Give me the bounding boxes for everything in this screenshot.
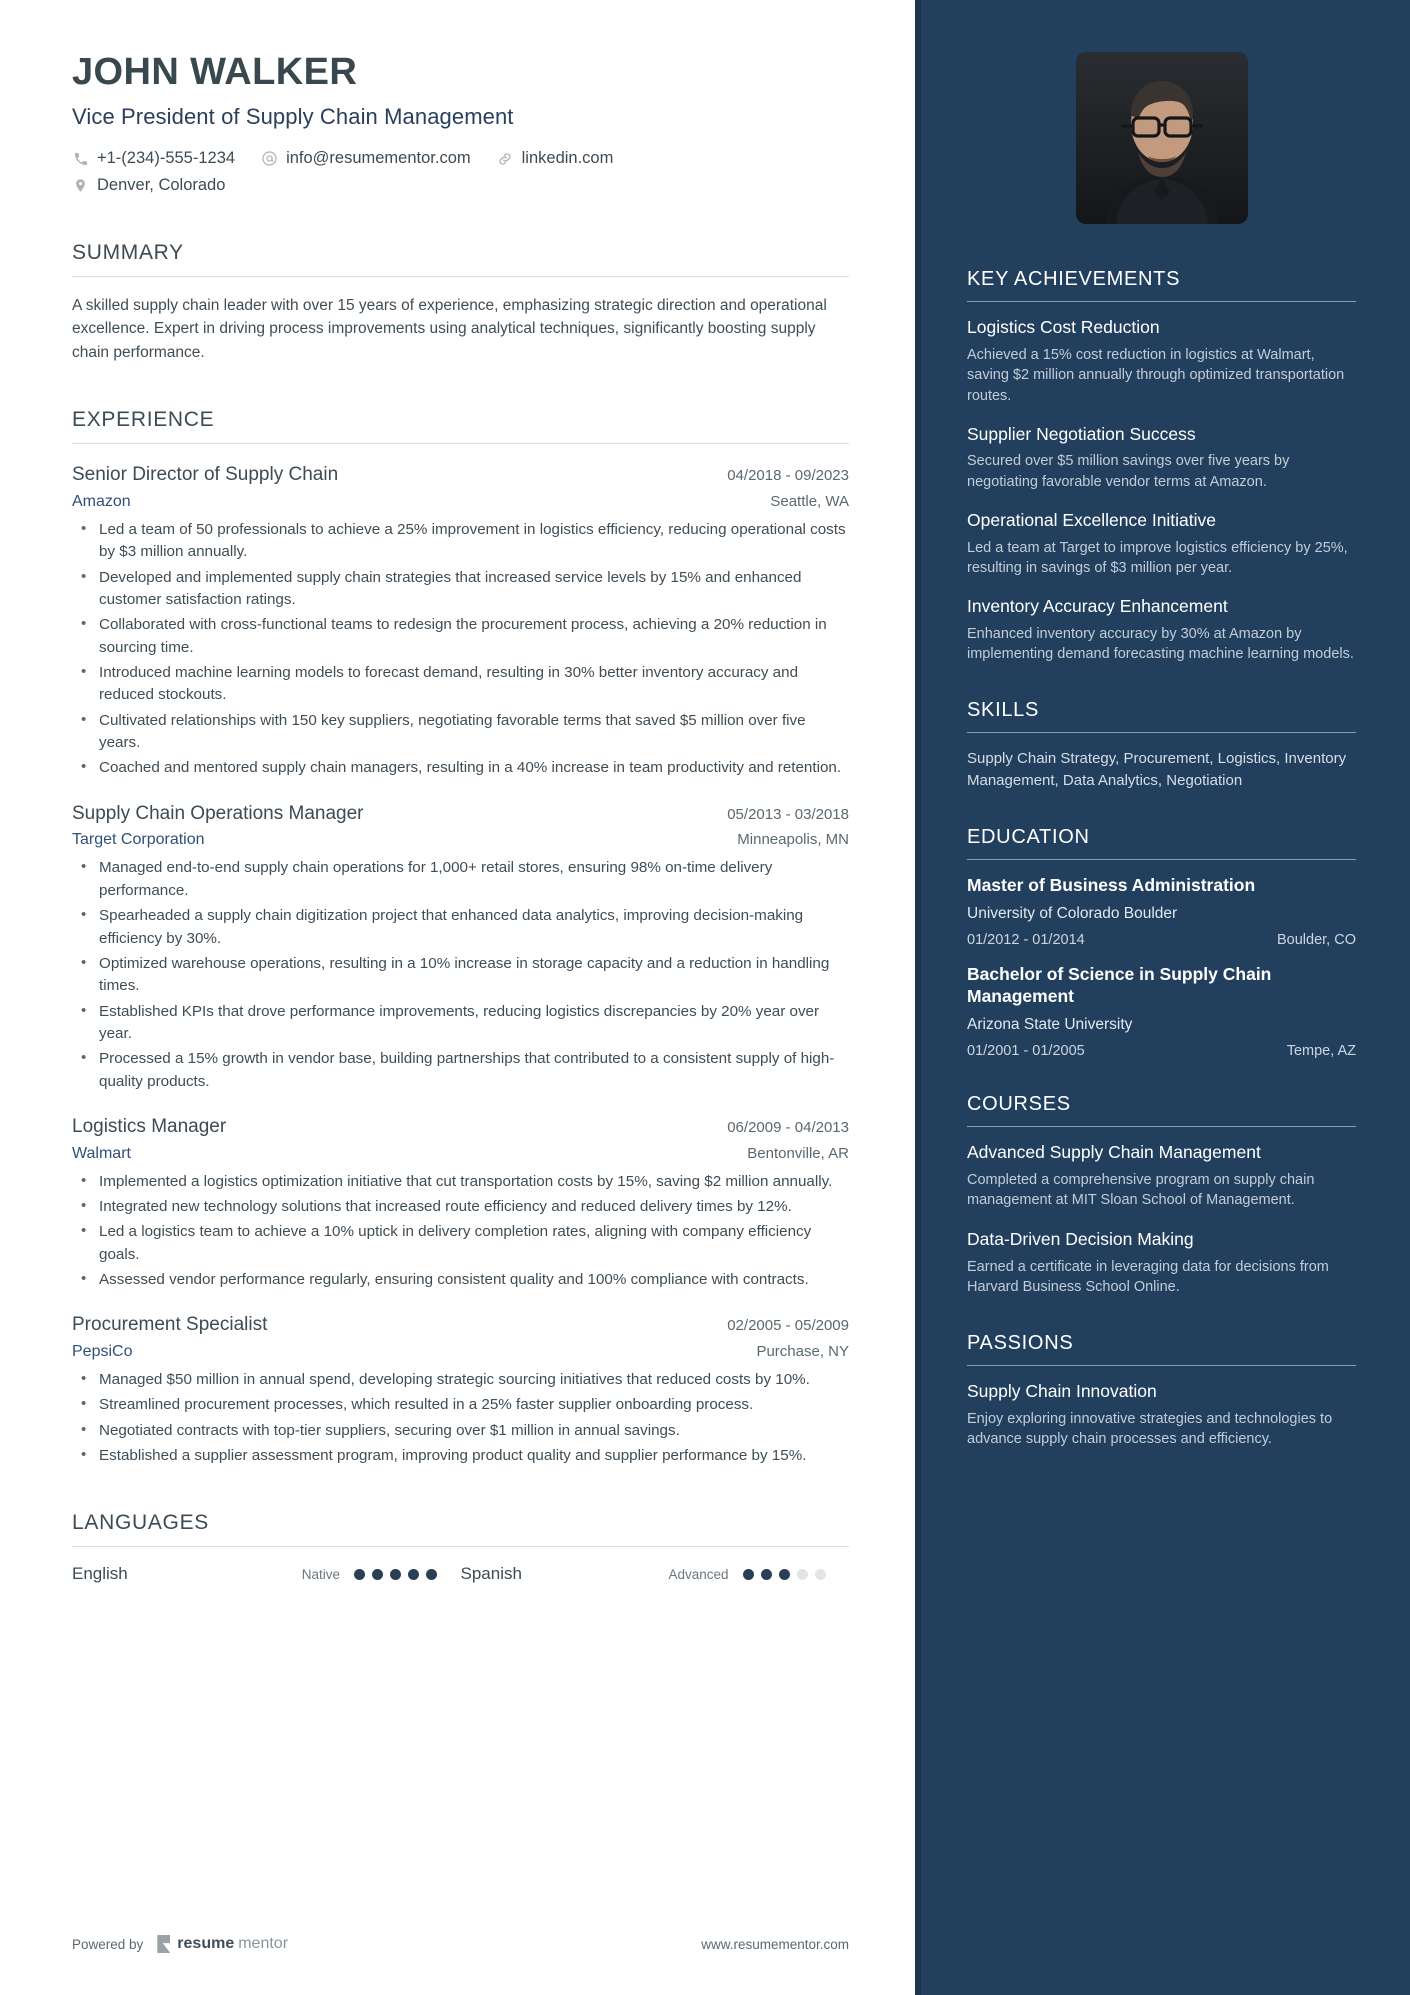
- experience-item-subheader: [72, 493, 849, 511]
- experience-item-header: [72, 802, 849, 827]
- rating-dot: [743, 1569, 754, 1580]
- contact-location-text: Denver, Colorado: [97, 176, 226, 195]
- education-list: [967, 875, 1356, 1059]
- language-name: Spanish: [460, 1564, 522, 1584]
- experience-item-subheader: [72, 1145, 849, 1163]
- experience-bullet: • Collaborated with cross-functional teams to redesign the procurement process, achieving a 20% reduction in sourcing time.: [72, 614, 849, 659]
- experience-bullet: • Spearheaded a supply chain digitization project that enhanced data analytics, improving decision-making efficiency by 30%.: [72, 905, 849, 950]
- experience-list: [72, 463, 849, 1467]
- experience-item-header: [72, 1313, 849, 1338]
- contact-linkedin[interactable]: [497, 148, 614, 169]
- key-achievement-item: [967, 317, 1356, 407]
- experience-company: PepsiCo: [72, 1343, 133, 1360]
- passion-item: [967, 1381, 1356, 1450]
- experience-item-header: [72, 463, 849, 488]
- key-achievement-description: Achieved a 15% cost reduction in logistics at Walmart, saving $2 million annually through optimized transportation routes.: [967, 346, 1345, 405]
- languages-section: [72, 1511, 849, 1584]
- key-achievement-title: Logistics Cost Reduction: [967, 317, 1160, 337]
- experience-item: [72, 463, 849, 779]
- key-achievements-divider: [967, 301, 1356, 302]
- courses-section: [967, 1093, 1356, 1298]
- courses-heading: COURSES: [967, 1092, 1071, 1115]
- key-achievement-item: [967, 510, 1356, 579]
- experience-bullet: • Implemented a logistics optimization initiative that cut transportation costs by 15%, saving $2 million annually.: [72, 1171, 849, 1193]
- experience-location: Purchase, NY: [756, 1343, 849, 1360]
- experience-bullet: • Managed $50 million in annual spend, developing strategic sourcing initiatives that reduced costs by 10%.: [72, 1369, 849, 1391]
- language-level: Native: [301, 1566, 340, 1582]
- key-achievements-list: [967, 317, 1356, 665]
- experience-item: [72, 1313, 849, 1467]
- rating-dot: [372, 1569, 383, 1580]
- experience-job-dates: 05/2013 - 03/2018: [727, 805, 849, 823]
- powered-by-group: [72, 1935, 288, 1953]
- key-achievements-heading: KEY ACHIEVEMENTS: [967, 268, 1181, 290]
- education-divider: [967, 859, 1356, 860]
- rating-dot: [797, 1569, 808, 1580]
- summary-section: [72, 241, 849, 365]
- experience-bullet-list: [72, 857, 849, 1092]
- education-location: Boulder, CO: [1277, 931, 1356, 948]
- experience-bullet: • Led a team of 50 professionals to achieve a 25% improvement in logistics efficiency, reducing operational costs by $3 million annually.: [72, 519, 849, 564]
- education-dates: 01/2012 - 01/2014: [967, 931, 1085, 948]
- key-achievement-title: Inventory Accuracy Enhancement: [967, 595, 1228, 616]
- education-meta: [967, 1043, 1356, 1059]
- experience-bullet: • Integrated new technology solutions that increased route efficiency and reduced delivery times by 12%.: [72, 1196, 849, 1218]
- contact-email[interactable]: [261, 148, 471, 169]
- skills-divider: [967, 732, 1356, 733]
- experience-bullet: • Coached and mentored supply chain managers, resulting in a 40% increase in team productivity and retention.: [72, 757, 849, 779]
- key-achievement-description: Secured over $5 million savings over five years by negotiating favorable vendor terms at Amazon.: [967, 453, 1290, 491]
- experience-bullet: • Processed a 15% growth in vendor base, building partnerships that contributed to a consistent supply of high-quality products.: [72, 1048, 849, 1093]
- experience-bullet: • Streamlined procurement processes, which resulted in a 25% faster supplier onboarding process.: [72, 1394, 849, 1416]
- experience-job-title: Procurement Specialist: [72, 1314, 268, 1336]
- job-headline: Vice President of Supply Chain Management: [72, 103, 514, 129]
- skills-section: [967, 699, 1356, 792]
- contact-row-primary: [72, 148, 849, 169]
- language-item: [461, 1564, 850, 1584]
- languages-heading: LANGUAGES: [72, 1511, 210, 1535]
- experience-job-title: Senior Director of Supply Chain: [72, 464, 339, 486]
- education-degree: Bachelor of Science in Supply Chain Management: [967, 963, 1272, 1006]
- key-achievements-section: [967, 268, 1356, 665]
- experience-location: Bentonville, AR: [747, 1144, 849, 1162]
- footer-website[interactable]: www.resumementor.com: [701, 1936, 849, 1952]
- education-section: [967, 826, 1356, 1059]
- experience-item: [72, 802, 849, 1093]
- summary-divider: [72, 276, 849, 277]
- experience-bullet: • Developed and implemented supply chain strategies that increased service levels by 15% and enhanced customer satisfaction ratings.: [72, 567, 849, 612]
- education-item: [967, 875, 1356, 948]
- experience-bullet-list: [72, 1171, 849, 1292]
- education-degree: Master of Business Administration: [967, 875, 1256, 896]
- experience-bullet-list: [72, 1369, 849, 1467]
- key-achievement-description: Enhanced inventory accuracy by 30% at Amazon by implementing demand forecasting machine learning models.: [967, 625, 1354, 663]
- experience-job-dates: 06/2009 - 04/2013: [727, 1118, 849, 1136]
- education-location: Tempe, AZ: [1286, 1042, 1356, 1059]
- contact-phone[interactable]: [72, 148, 235, 169]
- experience-bullet: • Introduced machine learning models to forecast demand, resulting in 30% better inventory accuracy and reduced stockouts.: [72, 662, 849, 707]
- education-dates: 01/2001 - 01/2005: [967, 1042, 1085, 1059]
- rating-dot: [354, 1569, 365, 1580]
- passion-description: Enjoy exploring innovative strategies and technologies to advance supply chain processes and efficiency.: [967, 1410, 1333, 1448]
- experience-job-dates: 04/2018 - 09/2023: [727, 467, 849, 485]
- powered-by-label: Powered by: [72, 1936, 144, 1952]
- location-icon: [72, 177, 89, 194]
- summary-heading: SUMMARY: [72, 240, 184, 264]
- avatar-wrapper: [967, 52, 1356, 224]
- education-school: University of Colorado Boulder: [967, 904, 1178, 922]
- courses-list: [967, 1142, 1356, 1298]
- experience-location: Minneapolis, MN: [737, 831, 849, 849]
- passions-section: [967, 1332, 1356, 1450]
- experience-bullet: • Managed end-to-end supply chain operations for 1,000+ retail stores, ensuring 98% on-time delivery performance.: [72, 857, 849, 902]
- experience-job-title: Supply Chain Operations Manager: [72, 802, 364, 824]
- email-icon: [261, 150, 278, 167]
- link-icon: [497, 150, 514, 167]
- passion-title: Supply Chain Innovation: [967, 1380, 1157, 1401]
- languages-divider: [72, 1546, 849, 1547]
- experience-bullet: • Assessed vendor performance regularly, ensuring consistent quality and 100% compliance with contracts.: [72, 1269, 849, 1291]
- experience-item: [72, 1115, 849, 1291]
- experience-bullet: • Established a supplier assessment program, improving product quality and supplier performance by 15%.: [72, 1445, 849, 1467]
- education-heading: EDUCATION: [967, 826, 1090, 849]
- language-rating-dots: [743, 1569, 826, 1580]
- contact-info: [72, 148, 849, 197]
- passions-heading: PASSIONS: [967, 1331, 1074, 1354]
- key-achievement-description: Led a team at Target to improve logistics efficiency by 25%, resulting in savings of $3 million per year.: [967, 539, 1348, 577]
- page-footer: [72, 1935, 849, 1953]
- sidebar-column: [915, 0, 1410, 1995]
- logo-mark-icon: [157, 1935, 170, 1953]
- passions-list: [967, 1381, 1356, 1450]
- contact-email-text: info@resumementor.com: [286, 148, 471, 167]
- passions-divider: [967, 1365, 1356, 1366]
- course-title: Data-Driven Decision Making: [967, 1228, 1194, 1249]
- experience-bullet: • Established KPIs that drove performance improvements, reducing logistics discrepancies by 20% year over year.: [72, 1001, 849, 1046]
- experience-company: Target Corporation: [72, 831, 205, 849]
- experience-item-subheader: [72, 1343, 849, 1361]
- skills-text: Supply Chain Strategy, Procurement, Logistics, Inventory Management, Data Analytics, Negotiation: [967, 749, 1347, 789]
- experience-bullet: • Negotiated contracts with top-tier suppliers, securing over $1 million in annual savings.: [72, 1420, 849, 1442]
- education-school: Arizona State University: [967, 1015, 1133, 1033]
- contact-linkedin-text: linkedin.com: [521, 148, 614, 167]
- experience-section: [72, 408, 849, 1467]
- course-title: Advanced Supply Chain Management: [967, 1141, 1261, 1162]
- rating-dot: [761, 1569, 772, 1580]
- experience-location: Seattle, WA: [770, 493, 849, 510]
- languages-list: [72, 1564, 849, 1584]
- language-item: [72, 1564, 461, 1584]
- experience-divider: [72, 443, 849, 444]
- logo-light-text: mentor: [238, 1935, 289, 1952]
- course-description: Completed a comprehensive program on supply chain management at MIT Sloan School of Management.: [967, 1171, 1315, 1209]
- experience-item-header: [72, 1115, 849, 1140]
- experience-heading: EXPERIENCE: [72, 408, 215, 432]
- avatar-portrait-icon: [1076, 52, 1248, 224]
- course-item: [967, 1142, 1356, 1211]
- logo-bold-text: resume: [177, 1935, 235, 1952]
- phone-icon: [72, 150, 89, 167]
- experience-bullet: • Cultivated relationships with 150 key suppliers, negotiating favorable terms that saved $5 million over five years.: [72, 710, 849, 755]
- courses-divider: [967, 1126, 1356, 1127]
- language-name: English: [72, 1564, 128, 1584]
- education-item: [967, 964, 1356, 1059]
- contact-phone-text: +1-(234)-555-1234: [97, 148, 236, 167]
- skills-heading: SKILLS: [967, 698, 1040, 721]
- language-level: Advanced: [668, 1566, 729, 1582]
- experience-job-title: Logistics Manager: [72, 1115, 227, 1137]
- key-achievement-item: [967, 596, 1356, 665]
- experience-bullet-list: [72, 519, 849, 780]
- experience-bullet: • Optimized warehouse operations, resulting in a 10% increase in storage capacity and a reduction in handling times.: [72, 953, 849, 998]
- key-achievement-item: [967, 424, 1356, 493]
- summary-text: A skilled supply chain leader with over 15 years of experience, emphasizing strategic direction and operational excellence. Expert in driving process improvements using analytical techniques, significantly boosting supply chain performance.: [72, 296, 827, 361]
- language-rating-dots: [354, 1569, 437, 1580]
- contact-location: [72, 175, 225, 196]
- experience-item-subheader: [72, 831, 849, 849]
- key-achievement-title: Operational Excellence Initiative: [967, 509, 1217, 530]
- experience-job-dates: 02/2005 - 05/2009: [727, 1317, 849, 1335]
- contact-row-secondary: [72, 175, 849, 196]
- experience-company: Amazon: [72, 493, 131, 510]
- rating-dot: [426, 1569, 437, 1580]
- rating-dot: [408, 1569, 419, 1580]
- key-achievement-title: Supplier Negotiation Success: [967, 423, 1196, 444]
- rating-dot: [390, 1569, 401, 1580]
- course-item: [967, 1229, 1356, 1298]
- page-title: JOHN WALKER: [72, 51, 358, 93]
- course-description: Earned a certificate in leveraging data for decisions from Harvard Business School Online.: [967, 1258, 1329, 1296]
- avatar: [1076, 52, 1248, 224]
- experience-company: Walmart: [72, 1144, 131, 1162]
- rating-dot: [815, 1569, 826, 1580]
- experience-bullet: • Led a logistics team to achieve a 10% uptick in delivery completion rates, aligning with company efficiency goals.: [72, 1221, 849, 1266]
- education-meta: [967, 932, 1356, 948]
- rating-dot: [779, 1569, 790, 1580]
- resumementor-logo: [157, 1935, 288, 1953]
